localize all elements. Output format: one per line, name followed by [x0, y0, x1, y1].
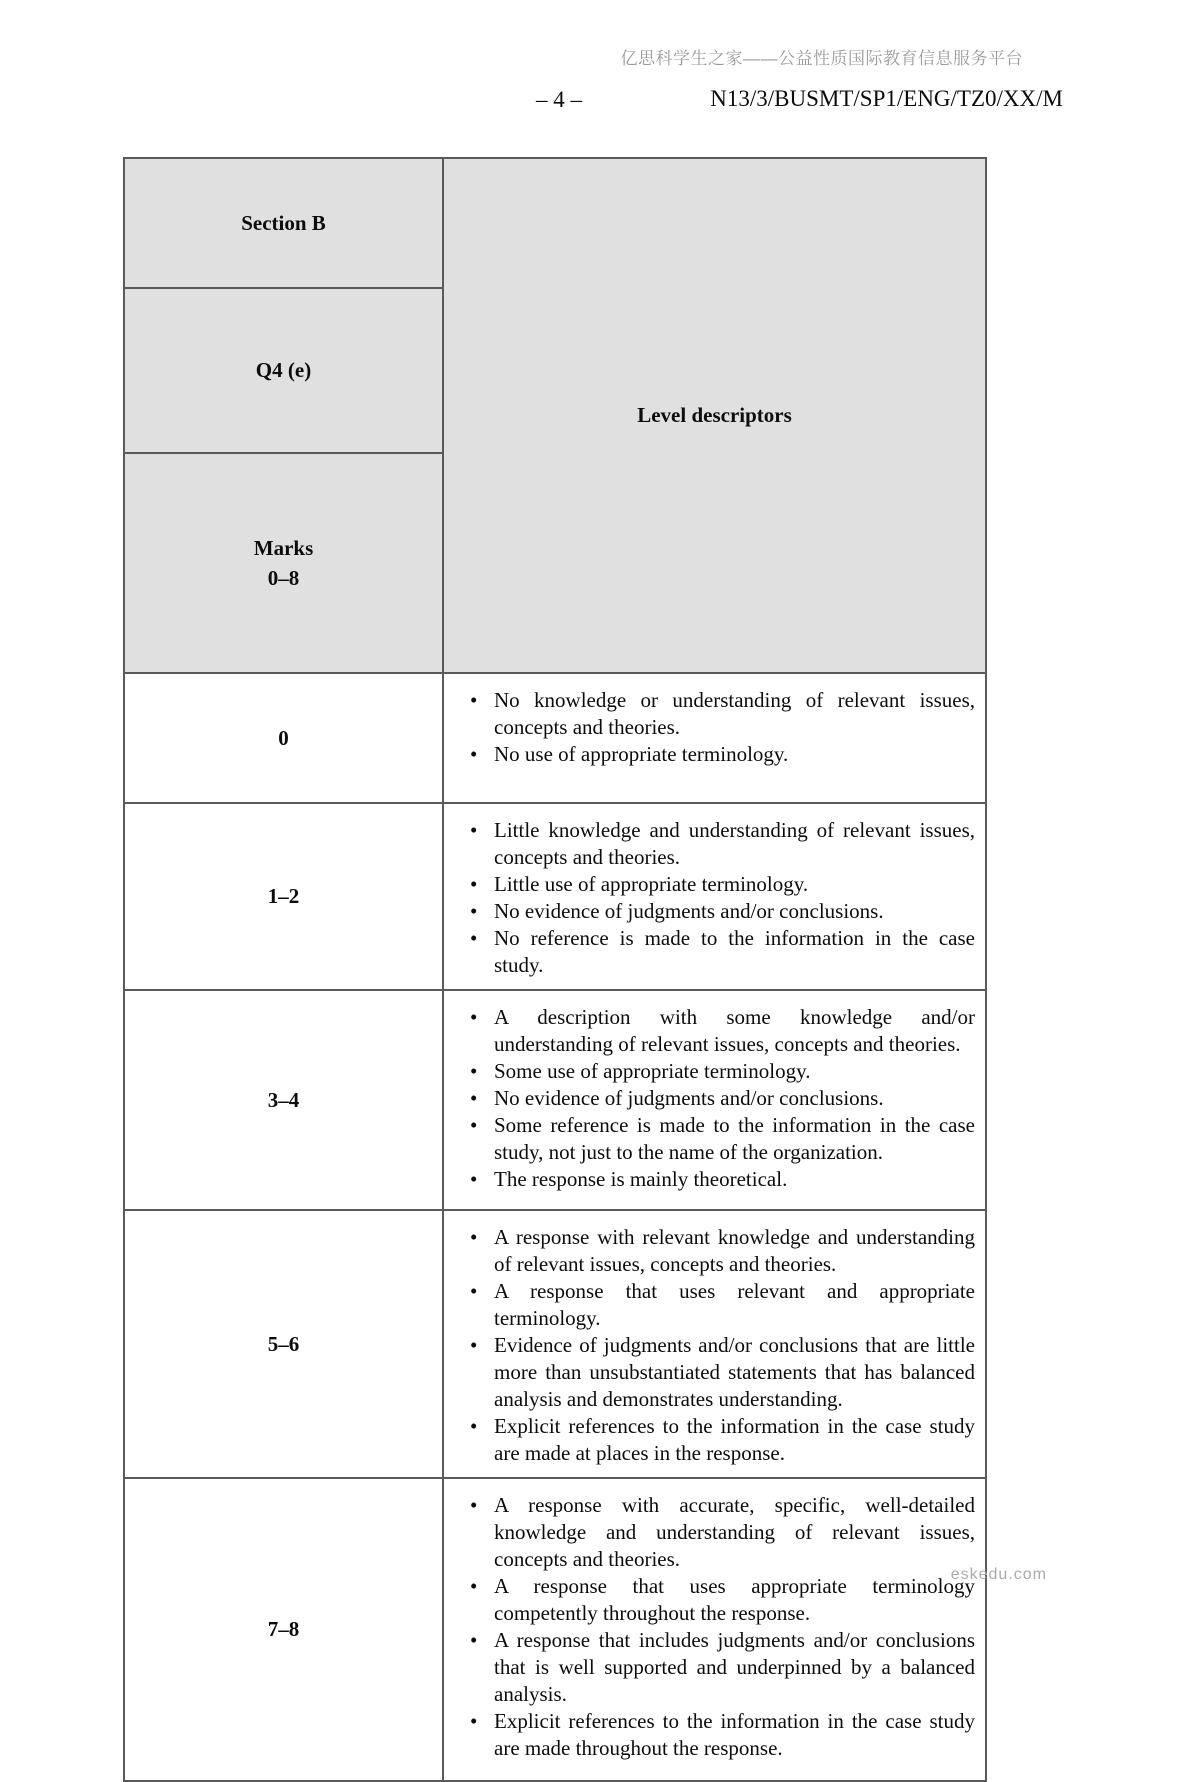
descriptor-cell: [443, 673, 986, 803]
marks-header-cell: [124, 453, 443, 673]
header-row-section: [124, 158, 986, 288]
level-descriptors-header-cell: Level descriptors: [443, 158, 986, 673]
descriptor-bullet: • A response with relevant knowledge and understanding of relevant issues, concepts and theories.: [460, 1224, 975, 1278]
table-row: [124, 1478, 986, 1781]
site-watermark-top: 亿思科学生之家——公益性质国际教育信息服务平台: [620, 49, 1023, 68]
paper-code: N13/3/BUSMT/SP1/ENG/TZ0/XX/M: [710, 86, 1063, 111]
descriptor-list: [460, 817, 975, 979]
table-row: [124, 1210, 986, 1478]
descriptor-bullet: • A response that includes judgments and/or conclusions that is well supported and underpinned by a balanced analysis.: [460, 1627, 975, 1708]
descriptor-bullet: • A response with accurate, specific, well-detailed knowledge and understanding of relevant issues, concepts and theories.: [460, 1492, 975, 1573]
descriptor-bullet: • A response that uses appropriate terminology competently throughout the response.: [460, 1573, 975, 1627]
descriptor-bullet: • A description with some knowledge and/or understanding of relevant issues, concepts and theories.: [460, 1004, 975, 1058]
marks-cell: 1–2: [124, 803, 443, 990]
descriptor-cell: [443, 1210, 986, 1478]
descriptor-bullet: • No reference is made to the information in the case study.: [460, 925, 975, 979]
marks-cell: 0: [124, 673, 443, 803]
table-row: [124, 803, 986, 990]
descriptor-list: [460, 1224, 975, 1467]
marks-cell: 7–8: [124, 1478, 443, 1781]
marks-header-label: Marks: [253, 536, 314, 560]
section-header-cell: Section B: [124, 158, 443, 288]
descriptor-cell: [443, 1478, 986, 1781]
descriptor-bullet: • Some reference is made to the information in the case study, not just to the name of the organization.: [460, 1112, 975, 1166]
descriptor-bullet: • No knowledge or understanding of relevant issues, concepts and theories.: [460, 687, 975, 741]
rubric-table: [123, 157, 987, 1782]
rubric-rows: [124, 673, 986, 1781]
descriptor-bullet: • Little knowledge and understanding of relevant issues, concepts and theories.: [460, 817, 975, 871]
descriptor-bullet: • Explicit references to the information in the case study are made at places in the response.: [460, 1413, 975, 1467]
marks-header-range: 0–8: [267, 566, 300, 590]
descriptor-bullet: • No evidence of judgments and/or conclusions.: [460, 898, 975, 925]
question-header-cell: Q4 (e): [124, 288, 443, 453]
descriptor-list: [460, 687, 975, 768]
table-row: [124, 990, 986, 1210]
descriptor-bullet: • Some use of appropriate terminology.: [460, 1058, 975, 1085]
descriptor-bullet: • Little use of appropriate terminology.: [460, 871, 975, 898]
marks-cell: 3–4: [124, 990, 443, 1210]
descriptor-cell: [443, 990, 986, 1210]
table-row: [124, 673, 986, 803]
descriptor-bullet: • The response is mainly theoretical.: [460, 1166, 975, 1193]
descriptor-bullet: • Evidence of judgments and/or conclusions that are little more than unsubstantiated statements that has balanced analysis and demonstrates understanding.: [460, 1332, 975, 1413]
rubric-header: [124, 158, 986, 673]
descriptor-bullet: • No evidence of judgments and/or conclusions.: [460, 1085, 975, 1112]
descriptor-list: [460, 1004, 975, 1193]
descriptor-bullet: • A response that uses relevant and appropriate terminology.: [460, 1278, 975, 1332]
site-watermark-bottom: eskedu.com: [950, 1566, 1047, 1583]
descriptor-cell: [443, 803, 986, 990]
descriptor-bullet: • No use of appropriate terminology.: [460, 741, 975, 768]
page-number: – 4 –: [536, 87, 582, 112]
descriptor-list: [460, 1492, 975, 1762]
marks-cell: 5–6: [124, 1210, 443, 1478]
descriptor-bullet: • Explicit references to the information in the case study are made throughout the response.: [460, 1708, 975, 1762]
